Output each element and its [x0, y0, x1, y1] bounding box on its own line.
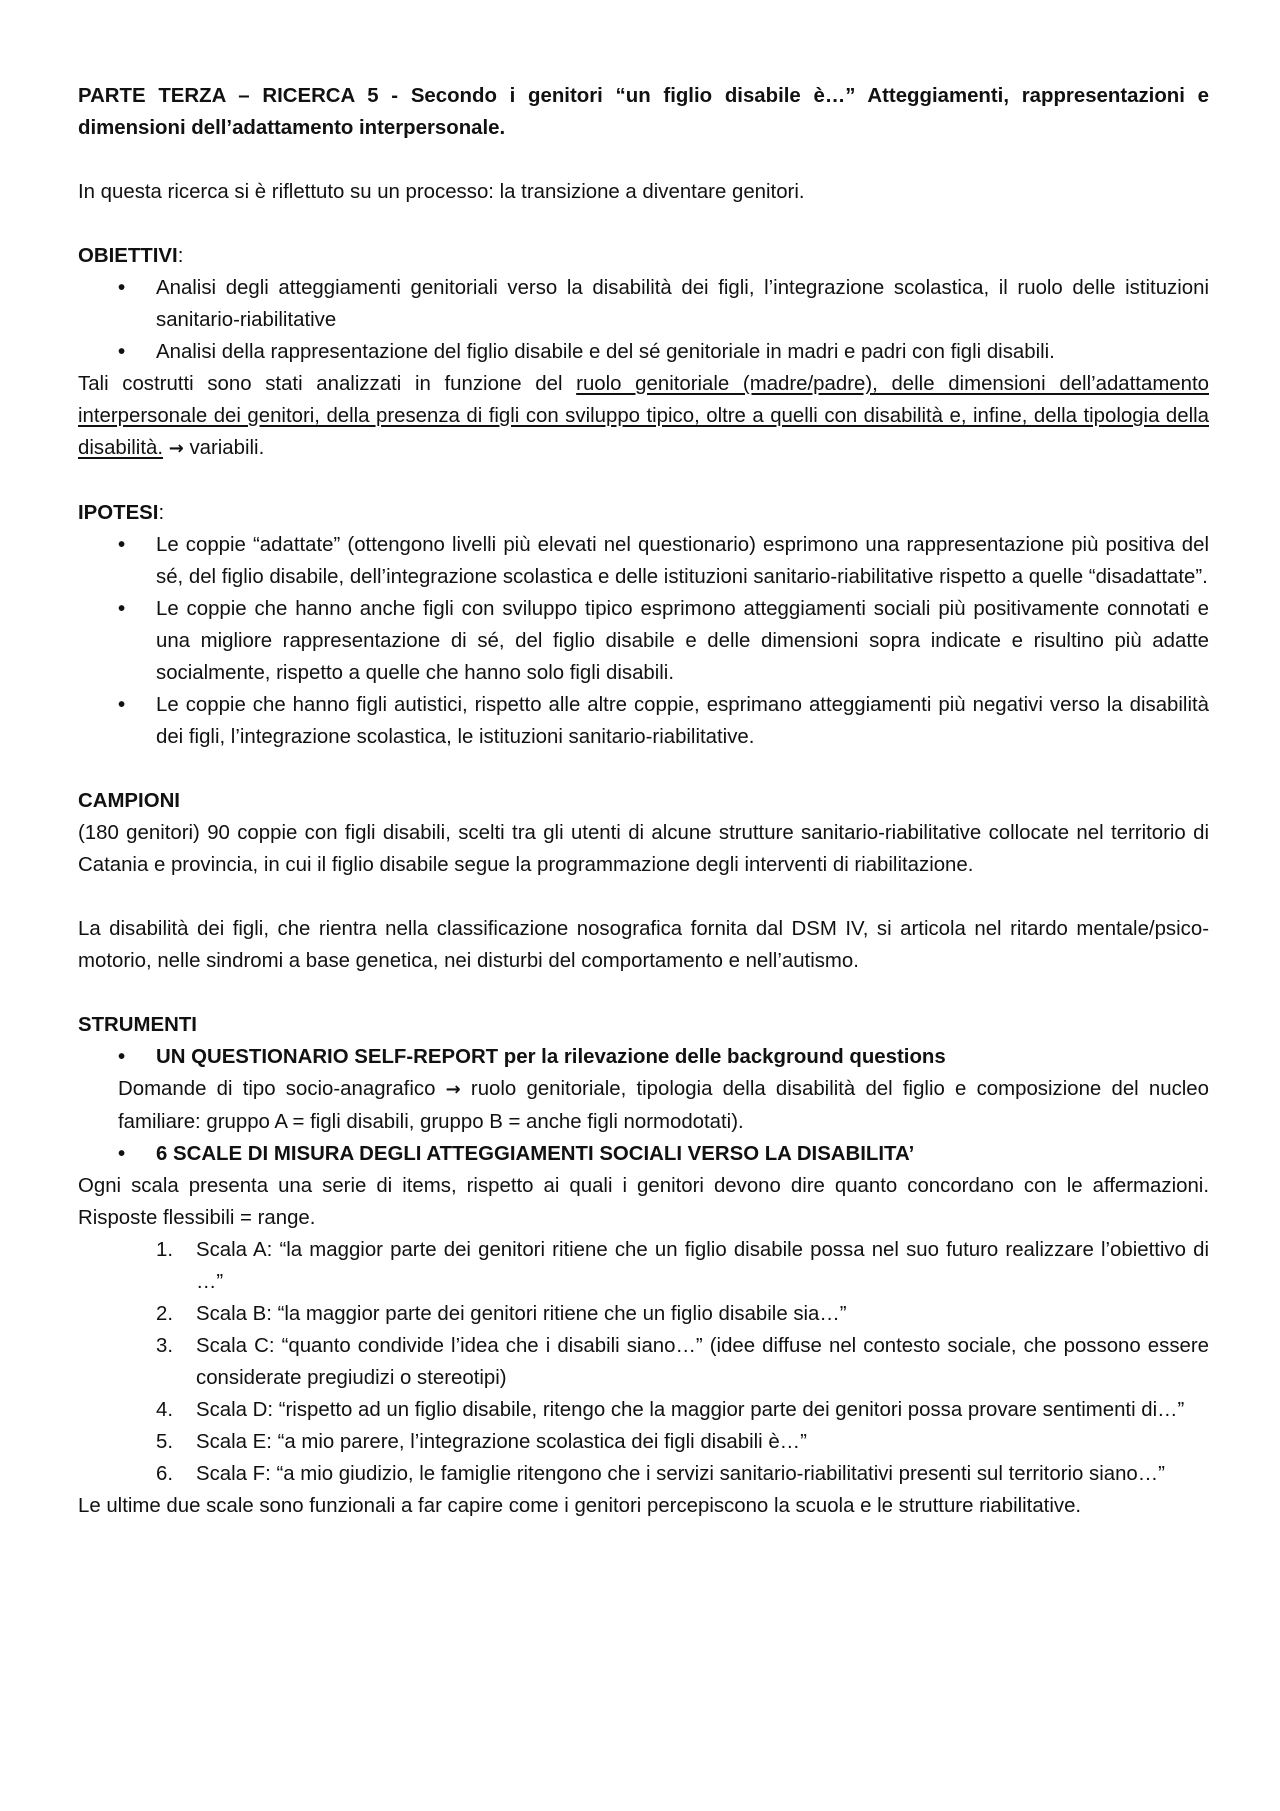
list-item	[78, 1458, 1209, 1490]
bullet-icon: •	[118, 1046, 126, 1068]
list-item	[78, 1394, 1209, 1426]
list-item	[78, 529, 1209, 593]
list-item	[78, 689, 1209, 753]
list-number: 5.	[156, 1431, 174, 1453]
strumenti-list-1	[78, 1041, 1209, 1073]
list-item-text: Scala A: “la maggior parte dei genitori ritiene che un figlio disabile possa nel suo futuro realizzare l’obiettivo di …”	[196, 1239, 1209, 1293]
scales-intro: Ogni scala presenta una serie di items, rispetto ai quali i genitori devono dire quanto concordano con le affermazioni. Risposte flessibili = range.	[78, 1175, 1209, 1229]
list-item	[78, 272, 1209, 336]
obiettivi-para-underlined: ruolo genitoriale (madre/padre), delle dimensioni dell’adattamento interpersonale dei genitori, della presenza di figli con sviluppo tipico, oltre a quelli con disabilità e, infine, della tipologia della disabilità.	[78, 373, 1209, 459]
bullet-icon: •	[118, 341, 126, 363]
list-number: 4.	[156, 1399, 174, 1421]
campioni-paragraph-2: La disabilità dei figli, che rientra nella classificazione nosografica fornita dal DSM IV, si articola nel ritardo mentale/psico-motorio, nelle sindromi a base genetica, nei disturbi del comportamento e nell’autismo.	[78, 918, 1209, 972]
list-item-text: Analisi degli atteggiamenti genitoriali verso la disabilità dei figli, l’integrazione scolastica, il ruolo delle istituzioni sanitario-riabilitative	[156, 277, 1209, 331]
intro-paragraph: In questa ricerca si è riflettuto su un processo: la transizione a diventare genitori.	[78, 181, 805, 203]
list-item	[78, 1298, 1209, 1330]
obiettivi-para-prefix: Tali costrutti sono stati analizzati in funzione del	[78, 373, 577, 395]
list-item-text: Scala F: “a mio giudizio, le famiglie ritengono che i servizi sanitario-riabilitativi presenti sul territorio siano…”	[196, 1463, 1165, 1485]
tool-title: UN QUESTIONARIO SELF-REPORT per la rilevazione delle background questions	[156, 1046, 946, 1068]
list-item-text: Scala E: “a mio parere, l’integrazione scolastica dei figli disabili è…”	[196, 1431, 807, 1453]
ipotesi-list	[78, 529, 1209, 753]
campioni-paragraph-1: (180 genitori) 90 coppie con figli disabili, scelti tra gli utenti di alcune strutture sanitario-riabilitative collocate nel territorio di Catania e provincia, in cui il figlio disabile segue la programmazione degli interventi di riabilitazione.	[78, 822, 1209, 876]
right-arrow-icon: →	[168, 438, 184, 459]
document-page	[78, 80, 1209, 1522]
ipotesi-colon: :	[158, 502, 165, 524]
list-item	[78, 593, 1209, 689]
spacer	[78, 465, 1209, 497]
list-item-text: Scala D: “rispetto ad un figlio disabile, ritengo che la maggior parte dei genitori possa provare sentimenti di…”	[196, 1399, 1185, 1421]
obiettivi-para-suffix: variabili.	[183, 437, 265, 459]
list-number: 3.	[156, 1335, 174, 1357]
list-item-text: Scala C: “quanto condivide l’idea che i disabili siano…” (idee diffuse nel contesto sociale, che possono essere considerate pregiudizi o stereotipi)	[196, 1335, 1209, 1389]
list-number: 6.	[156, 1463, 174, 1485]
obiettivi-heading: OBIETTIVI	[78, 245, 178, 267]
bullet-icon: •	[118, 1143, 126, 1165]
obiettivi-list	[78, 272, 1209, 368]
right-arrow-icon: →	[445, 1079, 461, 1100]
obiettivi-paragraph	[78, 368, 1209, 465]
ipotesi-heading-line	[78, 497, 1209, 529]
spacer	[78, 208, 1209, 240]
bullet-icon: •	[118, 694, 126, 716]
scales-list	[78, 1234, 1209, 1490]
list-item-text: Le coppie “adattate” (ottengono livelli più elevati nel questionario) esprimono una rappresentazione più positiva del sé, del figlio disabile, dell’integrazione scolastica e delle istituzioni sanitario-riabilitative rispetto a quelle “disadattate”.	[156, 534, 1209, 588]
spacer	[78, 881, 1209, 913]
bullet-icon: •	[118, 277, 126, 299]
obiettivi-colon: :	[177, 245, 184, 267]
ipotesi-heading: IPOTESI	[78, 502, 159, 524]
strumenti-heading: STRUMENTI	[78, 1014, 197, 1036]
strumenti-list-2	[78, 1138, 1209, 1170]
closing-paragraph: Le ultime due scale sono funzionali a far capire come i genitori percepiscono la scuola e le strutture riabilitative.	[78, 1495, 1082, 1517]
bullet-icon: •	[118, 598, 126, 620]
bullet-icon: •	[118, 534, 126, 556]
tool-desc-prefix: Domande di tipo socio-anagrafico	[118, 1078, 446, 1100]
list-item	[78, 1234, 1209, 1298]
list-number: 1.	[156, 1239, 174, 1261]
spacer	[78, 753, 1209, 785]
list-item	[78, 1426, 1209, 1458]
spacer	[78, 977, 1209, 1009]
tool-item	[78, 1041, 1209, 1073]
obiettivi-heading-line	[78, 240, 1209, 272]
list-item-text: Le coppie che hanno figli autistici, rispetto alle altre coppie, esprimano atteggiamenti più negativi verso la disabilità dei figli, l’integrazione scolastica, le istituzioni sanitario-riabilitative.	[156, 694, 1209, 748]
list-item	[78, 336, 1209, 368]
list-item-text: Le coppie che hanno anche figli con sviluppo tipico esprimono atteggiamenti sociali più positivamente connotati e una migliore rappresentazione di sé, del figlio disabile e delle dimensioni sopra indicate e risultino più adatte socialmente, rispetto a quelle che hanno solo figli disabili.	[156, 598, 1209, 684]
tool-desc-suffix: ruolo genitoriale, tipologia della disabilità del figlio e composizione del nucleo familiare: gruppo A = figli disabili, gruppo B = anche figli normodotati).	[118, 1078, 1209, 1133]
tool-item	[78, 1138, 1209, 1170]
campioni-heading: CAMPIONI	[78, 790, 180, 812]
list-item-text: Scala B: “la maggior parte dei genitori ritiene che un figlio disabile sia…”	[196, 1303, 847, 1325]
list-item	[78, 1330, 1209, 1394]
list-number: 2.	[156, 1303, 174, 1325]
list-item-text: Analisi della rappresentazione del figlio disabile e del sé genitoriale in madri e padri con figli disabili.	[156, 341, 1055, 363]
spacer	[78, 144, 1209, 176]
document-title: PARTE TERZA – RICERCA 5 - Secondo i genitori “un figlio disabile è…” Atteggiamenti, rappresentazioni e dimensioni dell’adattamento interpersonale.	[78, 85, 1209, 139]
tool-description	[78, 1073, 1209, 1138]
tool-title: 6 SCALE DI MISURA DEGLI ATTEGGIAMENTI SOCIALI VERSO LA DISABILITA’	[156, 1143, 915, 1165]
